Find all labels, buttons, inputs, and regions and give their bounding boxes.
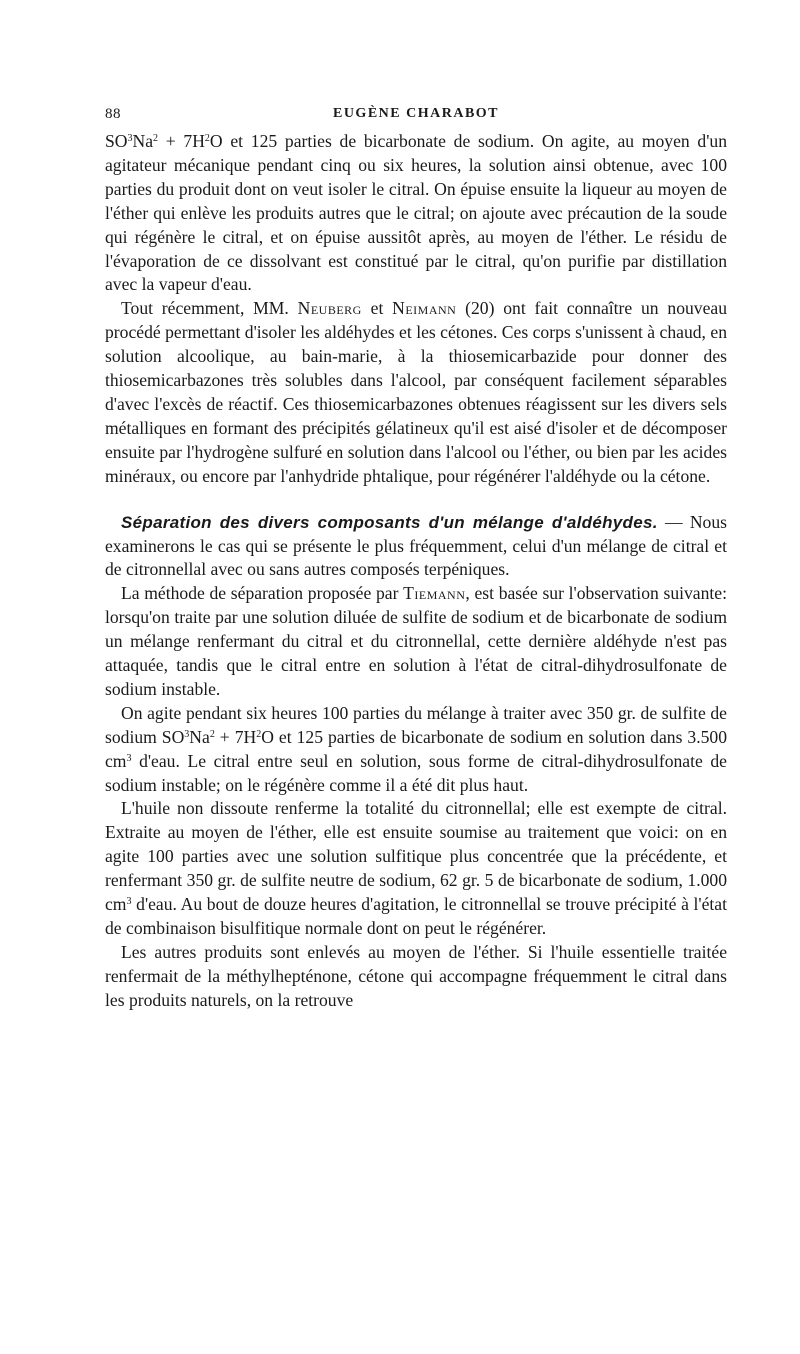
- formula-h-text: + 7H: [214, 726, 257, 747]
- running-title: EUGÈNE CHARABOT: [332, 106, 500, 121]
- section-heading: Séparation des divers composants d'un mélange d'aldéhydes.: [121, 512, 658, 532]
- superscript: 2: [204, 133, 210, 144]
- paragraph-text: Les autres produits sont enlevés au moyen de l'éther. Si l'huile essentielle traitée renfermait de la méthylhepténone, cétone qui accompagne fréquemment le citral dans les produits naturels, on la retrouve: [105, 941, 727, 1010]
- author-name-tiemann: Tiemann: [403, 583, 466, 604]
- paragraph-tiemann-method: [105, 582, 727, 702]
- paragraph-text: d'eau. Le citral entre seul en solution, sous forme de citral-dihydrosulfonate de sodium instable; on le régénère comme il a été dit plus haut.: [105, 750, 727, 795]
- superscript: 3: [126, 752, 132, 764]
- paragraph-citral-isolation-end: [105, 130, 727, 297]
- superscript: 2: [256, 728, 262, 740]
- paragraph-text: (20) ont fait connaître un nouveau procédé permettant d'isoler les aldéhydes et les cétones. Ces corps s'unissent à chaud, en solution alcoolique, au bain-marie, à la thiosemicarbazide pour donner des thiosemicarbazones très solubles dans l'alcool, par conséquent facilement séparables d'avec l'excès de réactif. Ces thiosemicarbazones obtenues réagissent sur les divers sels métalliques en formant des précipités gélatineux qu'il est aisé d'isoler et de décomposer ensuite par l'hydrogène sulfuré en solution dans l'alcool ou l'éther, ou bien par les acides minéraux, ou encore par l'anhydride phtalique, pour régénérer l'aldéhyde ou la cétone.: [105, 298, 727, 486]
- formula-na-text: Na: [189, 726, 210, 747]
- paragraph-citronnellal-treatment: [105, 797, 727, 940]
- paragraph-text: , est basée sur l'observation suivante: lorsqu'on traite par une solution diluée de sulfite de sodium et de bicarbonate de sodium un mélange renfermant du citral et du citronnellal, cette dernière aldéhyde n'est pas attaquée, tandis que le citral entre en solution à l'état de citral-dihydrosulfonate de sodium instable.: [105, 583, 727, 699]
- paragraph-text: — Nous examinerons le cas qui se présente le plus fréquemment, celui d'un mélange de citral et de citronnellal avec ou sans autres composés terpéniques.: [105, 511, 727, 580]
- author-name-neimann: Neimann: [392, 298, 457, 319]
- superscript: 2: [209, 728, 215, 740]
- paragraph-other-products: [105, 941, 727, 1013]
- superscript: 3: [127, 133, 133, 144]
- formula-so-text: SO: [105, 131, 128, 151]
- paragraph-agitation-procedure: [105, 702, 727, 798]
- paragraph-text: et: [361, 298, 393, 319]
- page-number: 88: [105, 106, 121, 122]
- formula-h-text: + 7H: [158, 131, 205, 151]
- superscript: 2: [153, 133, 159, 144]
- paragraph-text: L'huile non dissoute renferme la totalité du citronnellal; elle est exempte de citral. Extraite au moyen de l'éther, elle est ensuite soumise au traitement que voici: on en agite 100 parties avec une solution sulfitique plus concentrée que la précédente, et renfermant 350 gr. de sulfite neutre de sodium, 62 gr. 5 de bicarbonate de sodium, 1.000 cm: [105, 798, 727, 915]
- paragraph-separation-heading: [105, 511, 727, 583]
- formula-na-text: Na: [132, 131, 154, 151]
- paragraph-text: O et 125 parties de bicarbonate de sodium. On agite, au moyen d'un agitateur mécanique pendant cinq ou six heures, la solution ainsi obtenue, avec 100 parties du produit dont on veut isoler le citral. On épuise ensuite la liqueur au moyen de l'éther qui enlève les produits autres que le citral; on ajoute avec précaution de la soude qui régénère le citral, et on épuise aussitôt après, au moyen de l'éther. Le résidu de l'évaporation de ce dissolvant est constitué par le citral, qu'on purifie par distillation avec la vapeur d'eau.: [105, 131, 727, 295]
- author-name-neuberg: Neuberg: [297, 298, 362, 319]
- section-spacer: [105, 489, 727, 511]
- paragraph-text: d'eau. Au bout de douze heures d'agitation, le citronnellal se trouve précipité à l'état de combinaison bisulfitique normale dont on peut le régénérer.: [105, 894, 727, 938]
- paragraph-thiosemicarbazide-method: [105, 297, 727, 488]
- paragraph-text: On agite pendant six heures 100 parties du mélange à traiter avec 350 gr. de sulfite de sodium SO: [105, 702, 727, 747]
- paragraph-text: O et 125 parties de bicarbonate de sodium en solution dans 3.500 cm: [105, 726, 727, 771]
- superscript: 3: [184, 728, 190, 740]
- book-page: [105, 100, 727, 1013]
- paragraph-text: La méthode de séparation proposée par: [121, 583, 404, 604]
- running-head: [105, 100, 727, 130]
- paragraph-text: Tout récemment, MM.: [121, 298, 298, 319]
- superscript: 3: [126, 896, 132, 908]
- body-text: [105, 130, 727, 1013]
